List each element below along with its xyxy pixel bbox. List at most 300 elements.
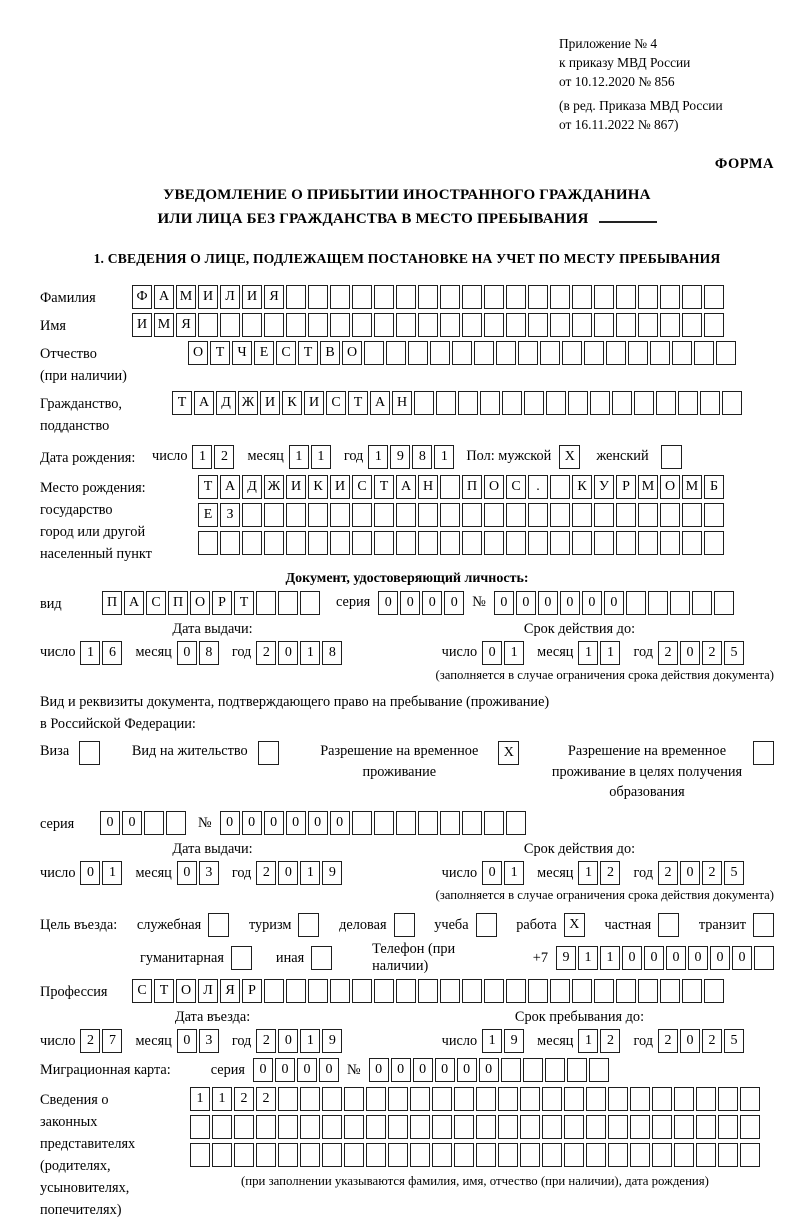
char-box — [524, 391, 544, 415]
purpose-row-1 — [40, 913, 774, 937]
char-box — [506, 811, 526, 835]
series-label: серия — [210, 1061, 245, 1078]
char-box: 0 — [644, 946, 664, 970]
residence-doc-dates-row — [40, 861, 774, 885]
visa-option: Виза — [40, 741, 100, 765]
char-box — [506, 313, 526, 337]
char-box — [520, 1143, 540, 1167]
char-box — [528, 313, 548, 337]
migration-series-boxes — [253, 1058, 339, 1082]
purpose-study: учеба — [434, 913, 496, 937]
valid-day-boxes — [482, 861, 524, 885]
issue-year-boxes — [256, 861, 342, 885]
char-box: О — [188, 341, 208, 365]
char-box: 2 — [256, 1087, 276, 1111]
char-box — [286, 979, 306, 1003]
char-box: 0 — [369, 1058, 389, 1082]
char-box — [692, 591, 712, 615]
char-box: И — [132, 313, 152, 337]
char-box — [256, 1115, 276, 1139]
char-box: 2 — [234, 1087, 254, 1111]
birth-year-boxes — [368, 445, 454, 469]
citizenship-row — [40, 391, 774, 437]
char-box: 1 — [80, 641, 100, 665]
char-box: 9 — [390, 445, 410, 469]
char-box — [278, 1143, 298, 1167]
char-box: 0 — [297, 1058, 317, 1082]
char-box: Т — [298, 341, 318, 365]
issue-date-label: Дата выдачи: — [172, 841, 253, 858]
char-box — [718, 1115, 738, 1139]
char-box — [234, 1143, 254, 1167]
char-box: 0 — [516, 591, 536, 615]
char-box — [242, 313, 262, 337]
char-box: П — [462, 475, 482, 499]
char-box: 1 — [504, 861, 524, 885]
sex-male-label: Пол: мужской — [466, 448, 552, 465]
char-box — [545, 1058, 565, 1082]
char-box — [528, 531, 548, 555]
char-box: 0 — [122, 811, 142, 835]
char-box — [440, 979, 460, 1003]
char-box — [256, 1143, 276, 1167]
char-box: 2 — [600, 1029, 620, 1053]
char-box — [652, 1087, 672, 1111]
char-box — [696, 1087, 716, 1111]
char-box: 0 — [538, 591, 558, 615]
char-box — [366, 1115, 386, 1139]
purpose-transit: транзит — [699, 913, 774, 937]
valid-until-label: Срок действия до: — [523, 620, 636, 637]
char-box — [589, 1058, 609, 1082]
char-box — [408, 341, 428, 365]
char-box: 0 — [444, 591, 464, 615]
char-box: 0 — [622, 946, 642, 970]
char-box — [718, 1143, 738, 1167]
char-box — [638, 979, 658, 1003]
char-box — [564, 1115, 584, 1139]
char-box — [344, 1087, 364, 1111]
residence-issue-date: число 0 1 месяц 0 3 год 2 0 1 9 — [40, 861, 342, 885]
char-box: К — [282, 391, 302, 415]
char-box: 7 — [102, 1029, 122, 1053]
char-box: П — [168, 591, 188, 615]
sex-female-label: женский — [596, 448, 649, 465]
char-box — [660, 285, 680, 309]
char-box: Я — [176, 313, 196, 337]
char-box: И — [198, 285, 218, 309]
year-label: год — [343, 448, 364, 465]
char-box — [616, 285, 636, 309]
char-box — [300, 1087, 320, 1111]
number-label: № — [347, 1061, 361, 1078]
number-label: № — [198, 814, 212, 831]
char-box — [278, 591, 298, 615]
char-box — [550, 503, 570, 527]
char-box: О — [484, 475, 504, 499]
form-label: ФОРМА — [714, 156, 774, 173]
representatives-boxes-row3 — [190, 1143, 760, 1167]
entry-year-boxes — [256, 1029, 342, 1053]
patronymic-row — [40, 341, 774, 387]
char-box: К — [572, 475, 592, 499]
char-box — [476, 1115, 496, 1139]
birth-place-boxes-row1 — [198, 475, 724, 499]
char-box: Я — [220, 979, 240, 1003]
char-box: С — [146, 591, 166, 615]
char-box: М — [682, 475, 702, 499]
char-box — [546, 391, 566, 415]
char-box — [498, 1115, 518, 1139]
char-box — [330, 503, 350, 527]
char-box — [480, 391, 500, 415]
char-box — [586, 1143, 606, 1167]
char-box — [414, 391, 434, 415]
char-box — [542, 1143, 562, 1167]
char-box — [518, 341, 538, 365]
valid-year-boxes — [658, 641, 744, 665]
char-box — [418, 285, 438, 309]
char-box — [198, 313, 218, 337]
char-box — [330, 979, 350, 1003]
char-box — [670, 591, 690, 615]
representatives-note: (при заполнении указываются фамилия, имя, отчество (при наличии), дата рождения) — [241, 1174, 709, 1189]
char-box — [626, 591, 646, 615]
char-box: Т — [154, 979, 174, 1003]
char-box — [550, 313, 570, 337]
char-box: 0 — [482, 641, 502, 665]
char-box: П — [102, 591, 122, 615]
given-name-row — [40, 313, 774, 337]
char-box — [374, 503, 394, 527]
profession-boxes — [132, 979, 724, 1003]
char-box: 0 — [413, 1058, 433, 1082]
char-box — [352, 503, 372, 527]
char-box — [410, 1115, 430, 1139]
char-box — [440, 285, 460, 309]
private-checkbox — [658, 913, 679, 937]
purpose-humanitarian: гуманитарная — [140, 946, 252, 970]
char-box — [308, 503, 328, 527]
char-box — [462, 313, 482, 337]
valid-until-label: Срок действия до: — [523, 841, 636, 858]
phone-prefix: +7 — [532, 949, 548, 966]
char-box: 1 — [311, 445, 331, 469]
stay-month-boxes — [578, 1029, 620, 1053]
char-box — [568, 391, 588, 415]
char-box — [462, 503, 482, 527]
study-checkbox — [476, 913, 497, 937]
char-box — [198, 531, 218, 555]
char-box: 2 — [658, 641, 678, 665]
char-box — [584, 341, 604, 365]
char-box: 0 — [278, 641, 298, 665]
char-box — [330, 313, 350, 337]
char-box — [523, 1058, 543, 1082]
residence-doc-series-row — [40, 811, 774, 835]
char-box — [704, 285, 724, 309]
char-box: 2 — [702, 861, 722, 885]
char-box — [650, 341, 670, 365]
stay-until-label: Срок пребывания до: — [514, 1009, 645, 1026]
appendix-line: от 10.12.2020 № 856 — [559, 74, 675, 90]
temp-residence-education-checkbox — [753, 741, 774, 765]
char-box: С — [352, 475, 372, 499]
char-box: 1 — [482, 1029, 502, 1053]
char-box: А — [396, 475, 416, 499]
series-label: серия — [40, 816, 75, 833]
purpose-private: частная — [604, 913, 679, 937]
char-box — [540, 341, 560, 365]
char-box: 9 — [504, 1029, 524, 1053]
char-box — [630, 1087, 650, 1111]
char-box: 0 — [582, 591, 602, 615]
char-box — [674, 1087, 694, 1111]
migration-card-label: Миграционная карта: — [40, 1061, 171, 1078]
char-box — [418, 313, 438, 337]
char-box: 0 — [80, 861, 100, 885]
char-box — [352, 979, 372, 1003]
issue-year-boxes — [256, 641, 342, 665]
identity-doc-date-labels — [40, 621, 774, 638]
char-box — [484, 811, 504, 835]
char-box: 0 — [479, 1058, 499, 1082]
char-box: 8 — [322, 641, 342, 665]
char-box: А — [220, 475, 240, 499]
title-line-1: УВЕДОМЛЕНИЕ О ПРИБЫТИИ ИНОСТРАННОГО ГРАЖДАНИНА — [163, 187, 651, 204]
doc-kind-label: вид — [40, 595, 62, 612]
char-box — [322, 1115, 342, 1139]
doc-kind-boxes — [102, 591, 320, 615]
char-box — [278, 1087, 298, 1111]
series-label: серия — [336, 594, 371, 611]
char-box — [440, 313, 460, 337]
stay-day-boxes — [482, 1029, 524, 1053]
char-box: 1 — [434, 445, 454, 469]
char-box: М — [176, 285, 196, 309]
char-box: 0 — [278, 1029, 298, 1053]
char-box: Е — [198, 503, 218, 527]
restriction-note: (заполняется в случае ограничения срока действия документа) — [435, 667, 774, 682]
title-line-2: ИЛИ ЛИЦА БЕЗ ГРАЖДАНСТВА В МЕСТО ПРЕБЫВАНИЯ — [40, 207, 774, 231]
birth-date-row — [40, 445, 774, 469]
restriction-note: (заполняется в случае ограничения срока действия документа) — [435, 888, 774, 903]
char-box — [550, 531, 570, 555]
char-box — [594, 285, 614, 309]
char-box: 2 — [702, 1029, 722, 1053]
issue-month-boxes — [177, 641, 219, 665]
entry-date-label: Дата въезда: — [174, 1009, 251, 1026]
char-box: 2 — [256, 861, 276, 885]
profession-row — [40, 979, 774, 1003]
char-box: О — [176, 979, 196, 1003]
char-box — [616, 503, 636, 527]
char-box — [660, 503, 680, 527]
representatives-block — [40, 1087, 774, 1221]
char-box: Т — [348, 391, 368, 415]
patronymic-boxes — [188, 341, 736, 365]
char-box: Т — [234, 591, 254, 615]
char-box — [264, 313, 284, 337]
char-box — [630, 1143, 650, 1167]
char-box — [308, 979, 328, 1003]
identity-issue-date: число 1 6 месяц 0 8 год 2 0 1 8 — [40, 641, 342, 665]
valid-day-boxes — [482, 641, 524, 665]
entry-date-labels — [40, 1009, 774, 1026]
char-box — [594, 531, 614, 555]
char-box: С — [506, 475, 526, 499]
char-box: 2 — [658, 861, 678, 885]
char-box: 1 — [300, 641, 320, 665]
char-box — [264, 531, 284, 555]
char-box — [330, 531, 350, 555]
char-box: 0 — [264, 811, 284, 835]
issue-month-boxes — [177, 861, 219, 885]
char-box — [506, 285, 526, 309]
char-box — [454, 1087, 474, 1111]
other-checkbox — [311, 946, 332, 970]
char-box — [418, 811, 438, 835]
char-box: 0 — [732, 946, 752, 970]
char-box: С — [132, 979, 152, 1003]
work-checkbox: X — [564, 913, 585, 937]
birth-date-label: Дата рождения: — [40, 449, 136, 466]
char-box — [436, 391, 456, 415]
doc-number-boxes — [494, 591, 734, 615]
char-box — [542, 1087, 562, 1111]
char-box: Ж — [238, 391, 258, 415]
char-box: 1 — [289, 445, 309, 469]
temp-residence-checkbox: X — [498, 741, 519, 765]
purpose-business: деловая — [339, 913, 414, 937]
female-checkbox — [661, 445, 682, 469]
char-box — [678, 391, 698, 415]
char-box — [616, 531, 636, 555]
char-box — [682, 285, 702, 309]
char-box: Д — [216, 391, 236, 415]
section-1-heading: 1. СВЕДЕНИЯ О ЛИЦЕ, ПОДЛЕЖАЩЕМ ПОСТАНОВКЕ НА УЧЕТ ПО МЕСТУ ПРЕБЫВАНИЯ — [93, 250, 721, 266]
char-box — [704, 313, 724, 337]
char-box: 0 — [688, 946, 708, 970]
char-box: 2 — [256, 641, 276, 665]
patronymic-label: Отчество (при наличии) — [40, 345, 127, 384]
char-box — [300, 1143, 320, 1167]
char-box — [234, 1115, 254, 1139]
char-box: 0 — [680, 641, 700, 665]
phone-boxes — [556, 946, 774, 970]
residence-valid-date: число 0 1 месяц 1 2 год 2 0 2 5 — [442, 861, 744, 885]
given-name-boxes — [132, 313, 724, 337]
char-box — [374, 811, 394, 835]
char-box: 1 — [192, 445, 212, 469]
char-box — [454, 1115, 474, 1139]
char-box — [700, 391, 720, 415]
stay-year-boxes — [658, 1029, 744, 1053]
char-box: 0 — [400, 591, 420, 615]
char-box: А — [194, 391, 214, 415]
char-box — [564, 1087, 584, 1111]
char-box — [542, 1115, 562, 1139]
char-box — [652, 1143, 672, 1167]
char-box: Т — [172, 391, 192, 415]
char-box — [608, 1143, 628, 1167]
char-box — [498, 1143, 518, 1167]
char-box — [594, 979, 614, 1003]
char-box: 2 — [256, 1029, 276, 1053]
char-box — [432, 1143, 452, 1167]
char-box: 2 — [600, 861, 620, 885]
birth-day-boxes — [192, 445, 234, 469]
char-box: 2 — [80, 1029, 100, 1053]
char-box — [484, 313, 504, 337]
char-box: 0 — [177, 1029, 197, 1053]
issue-day-boxes — [80, 641, 122, 665]
char-box: Т — [198, 475, 218, 499]
residence-doc-intro: Вид и реквизиты документа, подтверждающего право на пребывание (проживание) в Российской Федерации: — [40, 693, 550, 732]
temp-residence-option: Разрешение на временное проживание X — [310, 741, 519, 782]
title-blank-underline — [599, 207, 657, 223]
char-box: 0 — [604, 591, 624, 615]
char-box — [366, 1143, 386, 1167]
char-box: Т — [374, 475, 394, 499]
char-box — [528, 285, 548, 309]
char-box — [528, 979, 548, 1003]
char-box — [502, 391, 522, 415]
char-box — [528, 503, 548, 527]
char-box — [388, 1143, 408, 1167]
char-box — [418, 979, 438, 1003]
char-box: С — [276, 341, 296, 365]
identity-valid-date: число 0 1 месяц 1 1 год 2 0 2 5 — [442, 641, 744, 665]
char-box: Л — [220, 285, 240, 309]
char-box: 1 — [504, 641, 524, 665]
char-box — [586, 1087, 606, 1111]
char-box — [396, 531, 416, 555]
char-box — [608, 1115, 628, 1139]
char-box: 2 — [702, 641, 722, 665]
char-box — [440, 503, 460, 527]
char-box: 3 — [199, 1029, 219, 1053]
char-box: . — [528, 475, 548, 499]
char-box: Р — [616, 475, 636, 499]
char-box — [630, 1115, 650, 1139]
char-box — [572, 979, 592, 1003]
char-box: Н — [392, 391, 412, 415]
char-box — [264, 979, 284, 1003]
char-box: З — [220, 503, 240, 527]
char-box — [550, 475, 570, 499]
char-box — [694, 341, 714, 365]
temp-residence-education-option: Разрешение на временное проживание в целях получения образования — [551, 741, 774, 803]
char-box: Ч — [232, 341, 252, 365]
char-box — [396, 503, 416, 527]
birth-place-block — [40, 475, 774, 565]
number-label: № — [472, 594, 486, 611]
entry-day-boxes — [80, 1029, 122, 1053]
char-box — [264, 503, 284, 527]
char-box: 1 — [300, 1029, 320, 1053]
amendment-line: от 16.11.2022 № 867) — [559, 117, 679, 133]
char-box — [716, 341, 736, 365]
char-box — [374, 285, 394, 309]
char-box: 9 — [556, 946, 576, 970]
char-box — [386, 341, 406, 365]
char-box — [506, 979, 526, 1003]
phone-label: Телефон (при наличии) — [372, 941, 456, 975]
appendix-header — [559, 34, 774, 134]
char-box: Л — [198, 979, 218, 1003]
valid-month-boxes — [578, 641, 620, 665]
